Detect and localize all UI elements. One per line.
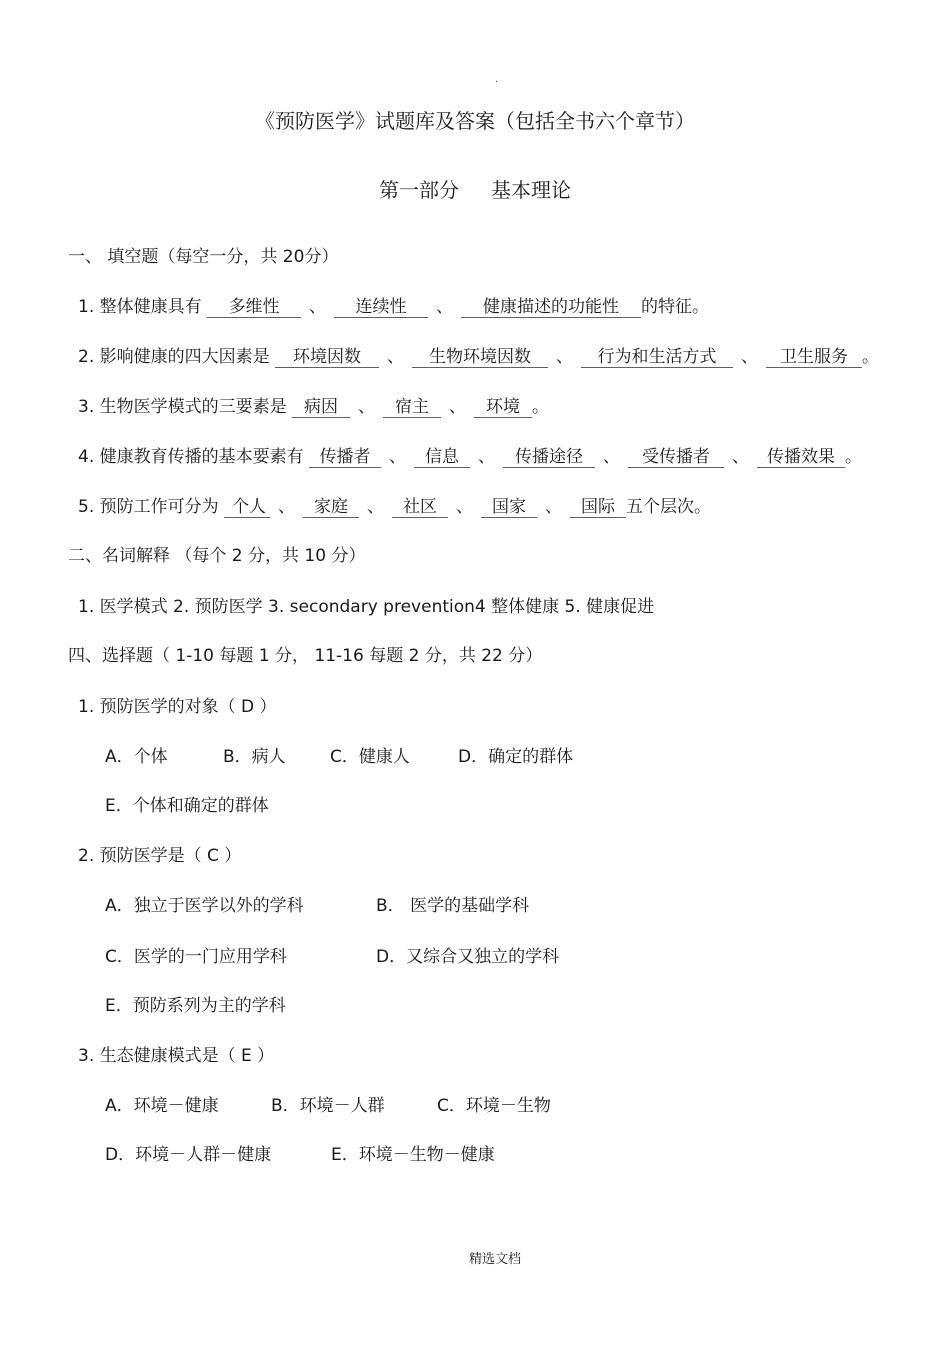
header-dot: . [495, 74, 499, 85]
q2-option-b: B． 医学的基础学科 [376, 896, 530, 916]
choice-question-2: 2. 预防医学是（ C ） [78, 846, 242, 866]
q1-option-d: D．确定的群体 [458, 747, 574, 767]
q1-prefix: 1. 整体健康具有 [78, 297, 202, 317]
q1-option-a: A．个体 [105, 747, 168, 767]
q5-suffix: 五个层次。 [626, 497, 712, 517]
fill-question-5: 5. 预防工作可分为 个人 、 家庭 、 社区 、 国家 、 国际 五个层次。 [78, 497, 712, 517]
q4-blank-1: 传播者 [309, 447, 381, 468]
fill-question-3: 3. 生物医学模式的三要素是 病因 、 宿主 、 环境 。 [78, 397, 550, 417]
q3-blank-1: 病因 [292, 397, 350, 418]
q1-option-e: E．个体和确定的群体 [105, 796, 269, 816]
q4-blank-5: 传播效果 [757, 447, 845, 468]
q1-blank-3: 健康描述的功能性 [461, 297, 641, 318]
section2-heading: 二、名词解释 （每个 2 分，共 10 分） [68, 546, 366, 566]
q2-option-c: C．医学的一门应用学科 [105, 947, 287, 967]
q2-options-row-2 [105, 946, 559, 968]
q1-blank-1: 多维性 [207, 297, 301, 318]
q3-prefix: 3. 生物医学模式的三要素是 [78, 397, 287, 417]
q2-option-d: D．又综合又独立的学科 [376, 947, 560, 967]
q2-prefix: 2. 影响健康的四大因素是 [78, 347, 270, 367]
q5-blank-4: 国家 [481, 497, 537, 518]
fill-question-2: 2. 影响健康的四大因素是 环境因数 、 生物环境因数 、 行为和生活方式 、 卫生服务 。 [78, 347, 880, 367]
q5-blank-1: 个人 [224, 497, 270, 518]
q3-blank-3: 环境 [474, 397, 532, 418]
q2-suffix: 。 [862, 347, 880, 367]
q5-prefix: 5. 预防工作可分为 [78, 497, 219, 517]
choice-question-3: 3. 生态健康模式是（ E ） [78, 1046, 275, 1066]
fill-question-1: 1. 整体健康具有 多维性 、 连续性 、 健康描述的功能性 的特征。 [78, 297, 710, 317]
page-footer: 精选文档 [468, 1252, 521, 1267]
document-title: 《预防医学》试题库及答案（包括全书六个章节） [255, 109, 695, 133]
q2-options-row-1 [105, 895, 529, 917]
q4-blank-3: 传播途径 [503, 447, 595, 468]
q1-option-c: C．健康人 [330, 747, 410, 767]
part-heading [0, 174, 950, 203]
q2-option-e: E．预防系列为主的学科 [105, 996, 286, 1016]
q3-options-row-2 [105, 1144, 495, 1166]
q2-blank-4: 卫生服务 [766, 347, 862, 368]
q3-option-b: B．环境－人群 [271, 1096, 385, 1116]
part-name: 基本理论 [491, 178, 571, 202]
q4-blank-2: 信息 [414, 447, 470, 468]
q3-option-a: A．环境－健康 [105, 1096, 219, 1116]
section1-heading: 一、 填空题（每空一分，共 20分） [68, 247, 339, 267]
q1-options-row [105, 746, 573, 768]
q3-blank-2: 宿主 [383, 397, 441, 418]
q5-blank-2: 家庭 [303, 497, 359, 518]
section4-heading: 四、选择题（ 1-10 每题 1 分， 11-16 每题 2 分，共 22 分） [68, 646, 543, 666]
q3-option-c: C．环境－生物 [437, 1096, 551, 1116]
q2-blank-1: 环境因数 [275, 347, 379, 368]
q3-suffix: 。 [532, 397, 550, 417]
q2-option-a: A．独立于医学以外的学科 [105, 896, 304, 916]
choice-question-1: 1. 预防医学的对象（ D ） [78, 697, 277, 717]
q3-options-row-1 [105, 1095, 551, 1117]
term-list: 1. 医学模式 2. 预防医学 3. secondary prevention4 整体健康 5. 健康促进 [78, 597, 655, 617]
q5-blank-5: 国际 [570, 497, 626, 518]
q3-option-e: E．环境－生物－健康 [331, 1145, 495, 1165]
q2-blank-2: 生物环境因数 [412, 347, 548, 368]
q1-blank-2: 连续性 [334, 297, 428, 318]
q1-suffix: 的特征。 [641, 297, 710, 317]
q5-blank-3: 社区 [392, 497, 448, 518]
q3-option-d: D．环境－人群－健康 [105, 1145, 272, 1165]
q4-suffix: 。 [845, 447, 863, 467]
fill-question-4: 4. 健康教育传播的基本要素有 传播者 、 信息 、 传播途径 、 受传播者 、 传播效果 。 [78, 447, 863, 467]
part-label: 第一部分 [379, 178, 459, 202]
q4-blank-4: 受传播者 [628, 447, 724, 468]
q4-prefix: 4. 健康教育传播的基本要素有 [78, 447, 304, 467]
q2-blank-3: 行为和生活方式 [581, 347, 733, 368]
q1-option-b: B．病人 [223, 747, 286, 767]
